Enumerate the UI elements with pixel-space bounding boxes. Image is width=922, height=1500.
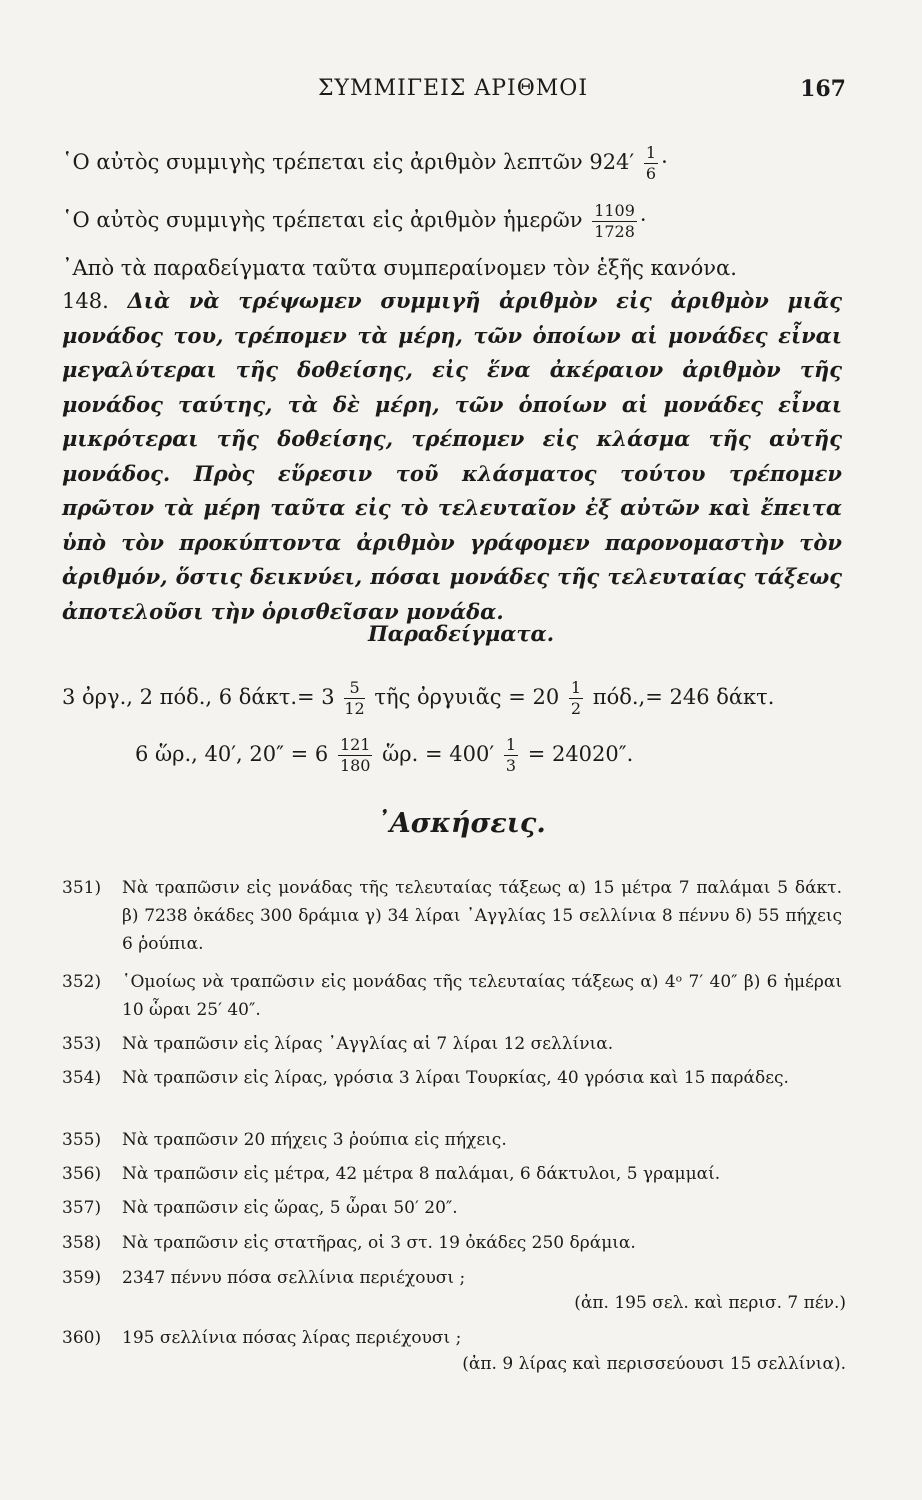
fraction-numerator: 1: [570, 678, 582, 697]
exercise-353: [62, 1030, 842, 1058]
exercise-text: Νὰ τραπῶσιν 20 πήχεις 3 ῥούπια εἰς πήχεις.: [122, 1130, 507, 1150]
exercise-text: Νὰ τραπῶσιν εἰς λίρας ᾿Αγγλίας αἱ 7 λίραι 12 σελλίνια.: [122, 1034, 614, 1054]
rule-number: 148.: [62, 289, 109, 313]
intro-line-1: [62, 145, 668, 182]
exercise-number: 356): [62, 1164, 102, 1184]
example-part: 6 ὥρ., 40′, 20″ = 6: [135, 742, 329, 766]
fraction-numerator: 1109: [594, 201, 635, 220]
fraction-denominator: 3: [505, 756, 516, 775]
fraction-numerator: 5: [344, 680, 364, 699]
examples-heading: Παραδείγματα.: [367, 621, 555, 646]
intro-text: ῾Ο αὐτὸς συμμιγὴς τρέπεται εἰς ἀριθμὸν λεπτῶν 924′: [62, 150, 635, 174]
exercises-heading: ᾿Ασκήσεις.: [376, 808, 546, 839]
intro-text: ῾Ο αὐτὸς συμμιγὴς τρέπεται εἰς ἀριθμὸν ἡμερῶν: [62, 208, 583, 232]
exercise-number: 359): [62, 1268, 102, 1288]
exercise-text: Νὰ τραπῶσιν εἰς λίρας, γρόσια 3 λίραι Τουρκίας, 40 γρόσια καὶ 15 παράδες.: [122, 1068, 789, 1088]
page-header: [60, 76, 846, 108]
fraction: [592, 203, 637, 240]
example-part: ὥρ. = 400′: [382, 742, 495, 766]
intro-line-2: [62, 203, 647, 240]
exercise-355: [62, 1126, 842, 1154]
exercise-number: 351): [62, 878, 102, 898]
fraction: [338, 737, 373, 774]
exercise-text: ῾Ομοίως νὰ τραπῶσιν εἰς μονάδας τῆς τελευταίας τάξεως α) 4ᵒ 7′ 40″ β) 6 ἡμέραι 10 ὧραι 25′ 40″.: [122, 972, 842, 1020]
exercise-354: [62, 1064, 842, 1092]
fraction: [344, 680, 364, 717]
page-number: 167: [800, 76, 846, 102]
fraction-denominator: 6: [645, 164, 657, 183]
exercise-number: 357): [62, 1198, 102, 1218]
fraction-denominator: 1728: [594, 222, 635, 241]
intro-text: ᾿Απὸ τὰ παραδείγματα ταῦτα συμπεραίνομεν τὸν ἑξῆς κανόνα.: [62, 256, 737, 280]
exercise-359: [62, 1264, 842, 1292]
exercise-360-answer: (ἀπ. 9 λίρας καὶ περισσεύουσι 15 σελλίνια).: [462, 1354, 846, 1374]
exercise-text: 195 σελλίνια πόσας λίρας περιέχουσι ;: [122, 1328, 462, 1348]
example-part: = 24020″.: [527, 742, 634, 766]
exercise-text: Νὰ τραπῶσιν εἰς μέτρα, 42 μέτρα 8 παλάμαι, 6 δάκτυλοι, 5 γραμμαί.: [122, 1164, 721, 1184]
exercise-text: Νὰ τραπῶσιν εἰς μονάδας τῆς τελευταίας τάξεως α) 15 μέτρα 7 παλάμαι 5 δάκτ. β) 7238 ὀκάδες 300 δράμια γ) 34 λίραι ᾿Αγγλίας 15 σελλίνια 8 πέννυ δ) 55 πήχεις 6 ῥούπια.: [122, 878, 842, 954]
rule-text: Διὰ νὰ τρέψωμεν συμμιγῆ ἀριθμὸν εἰς ἀριθμὸν μιᾶς μονάδος του, τρέπομεν τὰ μέρη, τῶν ὁποίων αἱ μονάδες εἶναι μεγαλύτεραι τῆς δοθείσης, εἰς ἕνα ἀκέραιον ἀριθμὸν τῆς μονάδος ταύτης, τὰ δὲ μέρη, τῶν ὁποίων αἱ μονάδες εἶναι μικρότεραι τῆς δοθείσης, τρέπομεν εἰς κλάσμα τῆς αὐτῆς μονάδος. Πρὸς εὕρεσιν τοῦ κλάσματος τούτου τρέπομεν πρῶτον τὰ μέρη ταῦτα εἰς τὸ τελευταῖον ἐξ αὐτῶν καὶ ἔπειτα ὑπὸ τὸν προκύπτοντα ἀριθμὸν γράφομεν παρονομαστὴν τὸν ἀριθμόν, ὅστις δεικνύει, πόσαι μονάδες τῆς τελευταίας τάξεως ἀποτελοῦσι τὴν ὁρισθεῖσαν μονάδα.: [62, 288, 843, 624]
fraction: [569, 680, 583, 717]
fraction-numerator: 1: [505, 735, 516, 754]
example-part: 3 ὀργ., 2 πόδ., 6 δάκτ.= 3: [62, 685, 335, 709]
fraction-numerator: 121: [339, 735, 371, 754]
example-1: [62, 680, 774, 717]
exercise-359-answer: (ἀπ. 195 σελ. καὶ περισ. 7 πέν.): [574, 1293, 846, 1313]
exercise-358: [62, 1229, 842, 1257]
exercise-360: [62, 1324, 842, 1352]
intro-line-3: [62, 256, 737, 280]
example-2: [135, 737, 633, 774]
example-part: τῆς ὀργυιᾶς = 20: [374, 685, 560, 709]
fraction-numerator: 1: [645, 143, 657, 162]
exercise-text: 2347 πέννυ πόσα σελλίνια περιέχουσι ;: [122, 1268, 466, 1288]
rule-paragraph: [62, 284, 842, 629]
exercise-number: 355): [62, 1130, 102, 1150]
running-title: ΣΥΜΜΙΓΕΙΣ ΑΡΙΘΜΟΙ: [317, 76, 589, 101]
example-part: πόδ.,= 246 δάκτ.: [592, 685, 775, 709]
intro-suffix: ·: [661, 150, 668, 174]
exercise-text: Νὰ τραπῶσιν εἰς ὥρας, 5 ὧραι 50′ 20″.: [122, 1198, 458, 1218]
exercise-number: 354): [62, 1068, 102, 1088]
fraction: [644, 145, 658, 182]
exercise-number: 352): [62, 972, 102, 992]
fraction-denominator: 180: [339, 756, 371, 775]
exercise-356: [62, 1160, 842, 1188]
exercise-number: 360): [62, 1328, 102, 1348]
exercise-text: Νὰ τραπῶσιν εἰς στατῆρας, οἱ 3 στ. 19 ὀκάδες 250 δράμια.: [122, 1233, 636, 1253]
fraction-denominator: 2: [570, 699, 582, 718]
exercise-357: [62, 1194, 842, 1222]
exercise-number: 353): [62, 1034, 102, 1054]
exercise-352: [62, 968, 842, 1024]
intro-suffix: ·: [639, 208, 647, 232]
fraction: [504, 737, 518, 774]
exercise-number: 358): [62, 1233, 102, 1253]
fraction-denominator: 12: [344, 699, 365, 718]
exercise-351: [62, 874, 842, 958]
